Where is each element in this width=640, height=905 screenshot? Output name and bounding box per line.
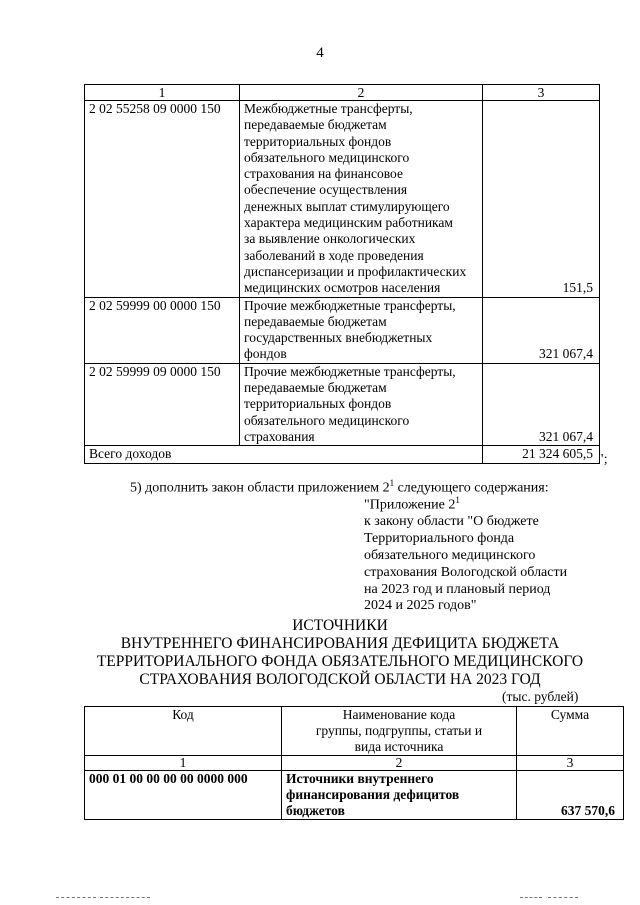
sources-header-row bbox=[85, 707, 624, 756]
revenue-code: 2 02 59999 00 0000 150 bbox=[85, 297, 240, 363]
amendment-text-end: следующего содержания: bbox=[394, 480, 549, 496]
revenue-name bbox=[240, 297, 483, 363]
sources-table bbox=[84, 706, 624, 820]
revenue-name-line: передаваемые бюджетам bbox=[244, 313, 387, 329]
sources-col-number: 3 bbox=[517, 756, 624, 771]
revenue-name-line: Прочие межбюджетные трансферты, bbox=[244, 363, 456, 379]
revenue-name-line: за выявление онкологических bbox=[244, 231, 416, 247]
sources-name-line: Источники внутреннего bbox=[286, 771, 434, 786]
sources-header-name-line: группы, подгруппы, статьи и bbox=[315, 723, 483, 738]
revenue-row bbox=[85, 363, 600, 445]
sources-title-line: ИСТОЧНИКИ bbox=[292, 617, 388, 634]
sources-title-line: ВНУТРЕННЕГО ФИНАНСИРОВАНИЯ ДЕФИЦИТА БЮДЖЕТА bbox=[120, 635, 560, 652]
sources-header-amount: Сумма bbox=[517, 707, 624, 756]
revenue-amount: 151,5 bbox=[483, 101, 600, 298]
revenue-name-line: территориальных фондов bbox=[244, 133, 392, 149]
revenue-name-line: обязательного медицинского bbox=[244, 149, 410, 165]
appendix-line: Территориального фонда bbox=[364, 531, 515, 547]
scan-artifact bbox=[520, 897, 542, 900]
revenue-name-line: обеспечение осуществления bbox=[244, 182, 408, 198]
closing-quote: "; bbox=[598, 452, 608, 467]
revenue-name-line: диспансеризации и профилактических bbox=[244, 263, 467, 279]
revenue-name-line: государственных внебюджетных bbox=[244, 330, 433, 346]
revenue-name-line: передаваемые бюджетам bbox=[244, 117, 387, 133]
revenue-amount: 321 067,4 bbox=[483, 297, 600, 363]
sources-header-name-line: вида источника bbox=[354, 739, 444, 754]
revenue-total-label: Всего доходов bbox=[85, 446, 240, 463]
revenue-name bbox=[240, 363, 483, 445]
sources-title bbox=[0, 617, 640, 689]
sources-col-number: 1 bbox=[85, 756, 282, 771]
revenue-name-line: фондов bbox=[244, 346, 287, 362]
revenue-row bbox=[85, 101, 600, 298]
appendix-line: на 2023 год и плановый период bbox=[364, 581, 551, 597]
appendix-title-superscript: 1 bbox=[455, 495, 460, 505]
sources-col-number: 2 bbox=[282, 756, 517, 771]
appendix-line: обязательного медицинского bbox=[364, 548, 536, 564]
revenue-header-col-2: 2 bbox=[240, 85, 483, 101]
sources-name bbox=[282, 771, 517, 820]
revenue-name-line: денежных выплат стимулирующего bbox=[244, 198, 450, 214]
revenue-name-line: передаваемые бюджетам bbox=[244, 380, 387, 396]
revenue-header-col-1: 1 bbox=[85, 85, 240, 101]
revenue-code: 2 02 59999 09 0000 150 bbox=[85, 363, 240, 445]
appendix-title-text: "Приложение 2 bbox=[364, 497, 456, 513]
revenue-row bbox=[85, 297, 600, 363]
appendix-heading-block bbox=[364, 492, 614, 615]
revenue-total-spacer bbox=[240, 446, 483, 463]
revenue-name-line: страхования на финансовое bbox=[244, 166, 403, 182]
sources-data-row bbox=[85, 771, 624, 820]
sources-header-name-line: Наименование кода bbox=[342, 707, 456, 722]
revenue-amount: 321 067,4 bbox=[483, 363, 600, 445]
sources-name-line: бюджетов bbox=[286, 803, 345, 818]
sources-column-numbers-row bbox=[85, 756, 624, 771]
revenue-name-line: медицинских осмотров населения bbox=[244, 280, 441, 296]
sources-code: 000 01 00 00 00 00 0000 000 bbox=[85, 771, 282, 820]
sources-name-line: финансирования дефицитов bbox=[286, 787, 460, 802]
revenue-name-line: Межбюджетные трансферты, bbox=[244, 101, 413, 116]
page-number: 4 bbox=[316, 45, 324, 61]
unit-label: (тыс. рублей) bbox=[502, 689, 579, 704]
revenue-name-line: заболеваний в ходе проведения bbox=[244, 247, 424, 263]
revenue-name-line: территориальных фондов bbox=[244, 396, 392, 412]
revenue-code: 2 02 55258 09 0000 150 bbox=[85, 101, 240, 298]
revenue-name-line: обязательного медицинского bbox=[244, 412, 410, 428]
revenue-total-amount: 21 324 605,5 bbox=[483, 446, 600, 463]
scan-artifact bbox=[56, 897, 96, 900]
sources-title-line: ТЕРРИТОРИАЛЬНОГО ФОНДА ОБЯЗАТЕЛЬНОГО МЕДИЦИНСКОГО bbox=[96, 653, 584, 670]
sources-amount: 637 570,6 bbox=[517, 771, 624, 820]
amendment-superscript: 1 bbox=[389, 478, 395, 488]
revenue-header-col-3: 3 bbox=[483, 85, 600, 101]
amendment-text: 5) дополнить закон области приложением 2 bbox=[130, 480, 390, 496]
revenue-name-line: страхования bbox=[244, 428, 315, 444]
scan-artifact bbox=[548, 897, 578, 900]
revenue-name bbox=[240, 101, 483, 298]
revenue-table bbox=[84, 84, 600, 464]
appendix-line: страхования Вологодской области bbox=[364, 564, 568, 580]
revenue-table-header-row bbox=[85, 85, 600, 101]
sources-header-name bbox=[282, 707, 517, 756]
appendix-line: к закону области "О бюджете bbox=[364, 514, 539, 530]
revenue-name-line: характера медицинским работникам bbox=[244, 215, 453, 231]
scan-artifact bbox=[100, 897, 150, 900]
sources-header-code: Код bbox=[85, 707, 282, 756]
appendix-title bbox=[364, 492, 614, 514]
revenue-total-row bbox=[85, 446, 600, 463]
appendix-line: 2024 и 2025 годов" bbox=[364, 598, 477, 614]
revenue-name-line: Прочие межбюджетные трансферты, bbox=[244, 297, 456, 313]
sources-title-line: СТРАХОВАНИЯ ВОЛОГОДСКОЙ ОБЛАСТИ НА 2023 ГОД bbox=[139, 671, 541, 688]
